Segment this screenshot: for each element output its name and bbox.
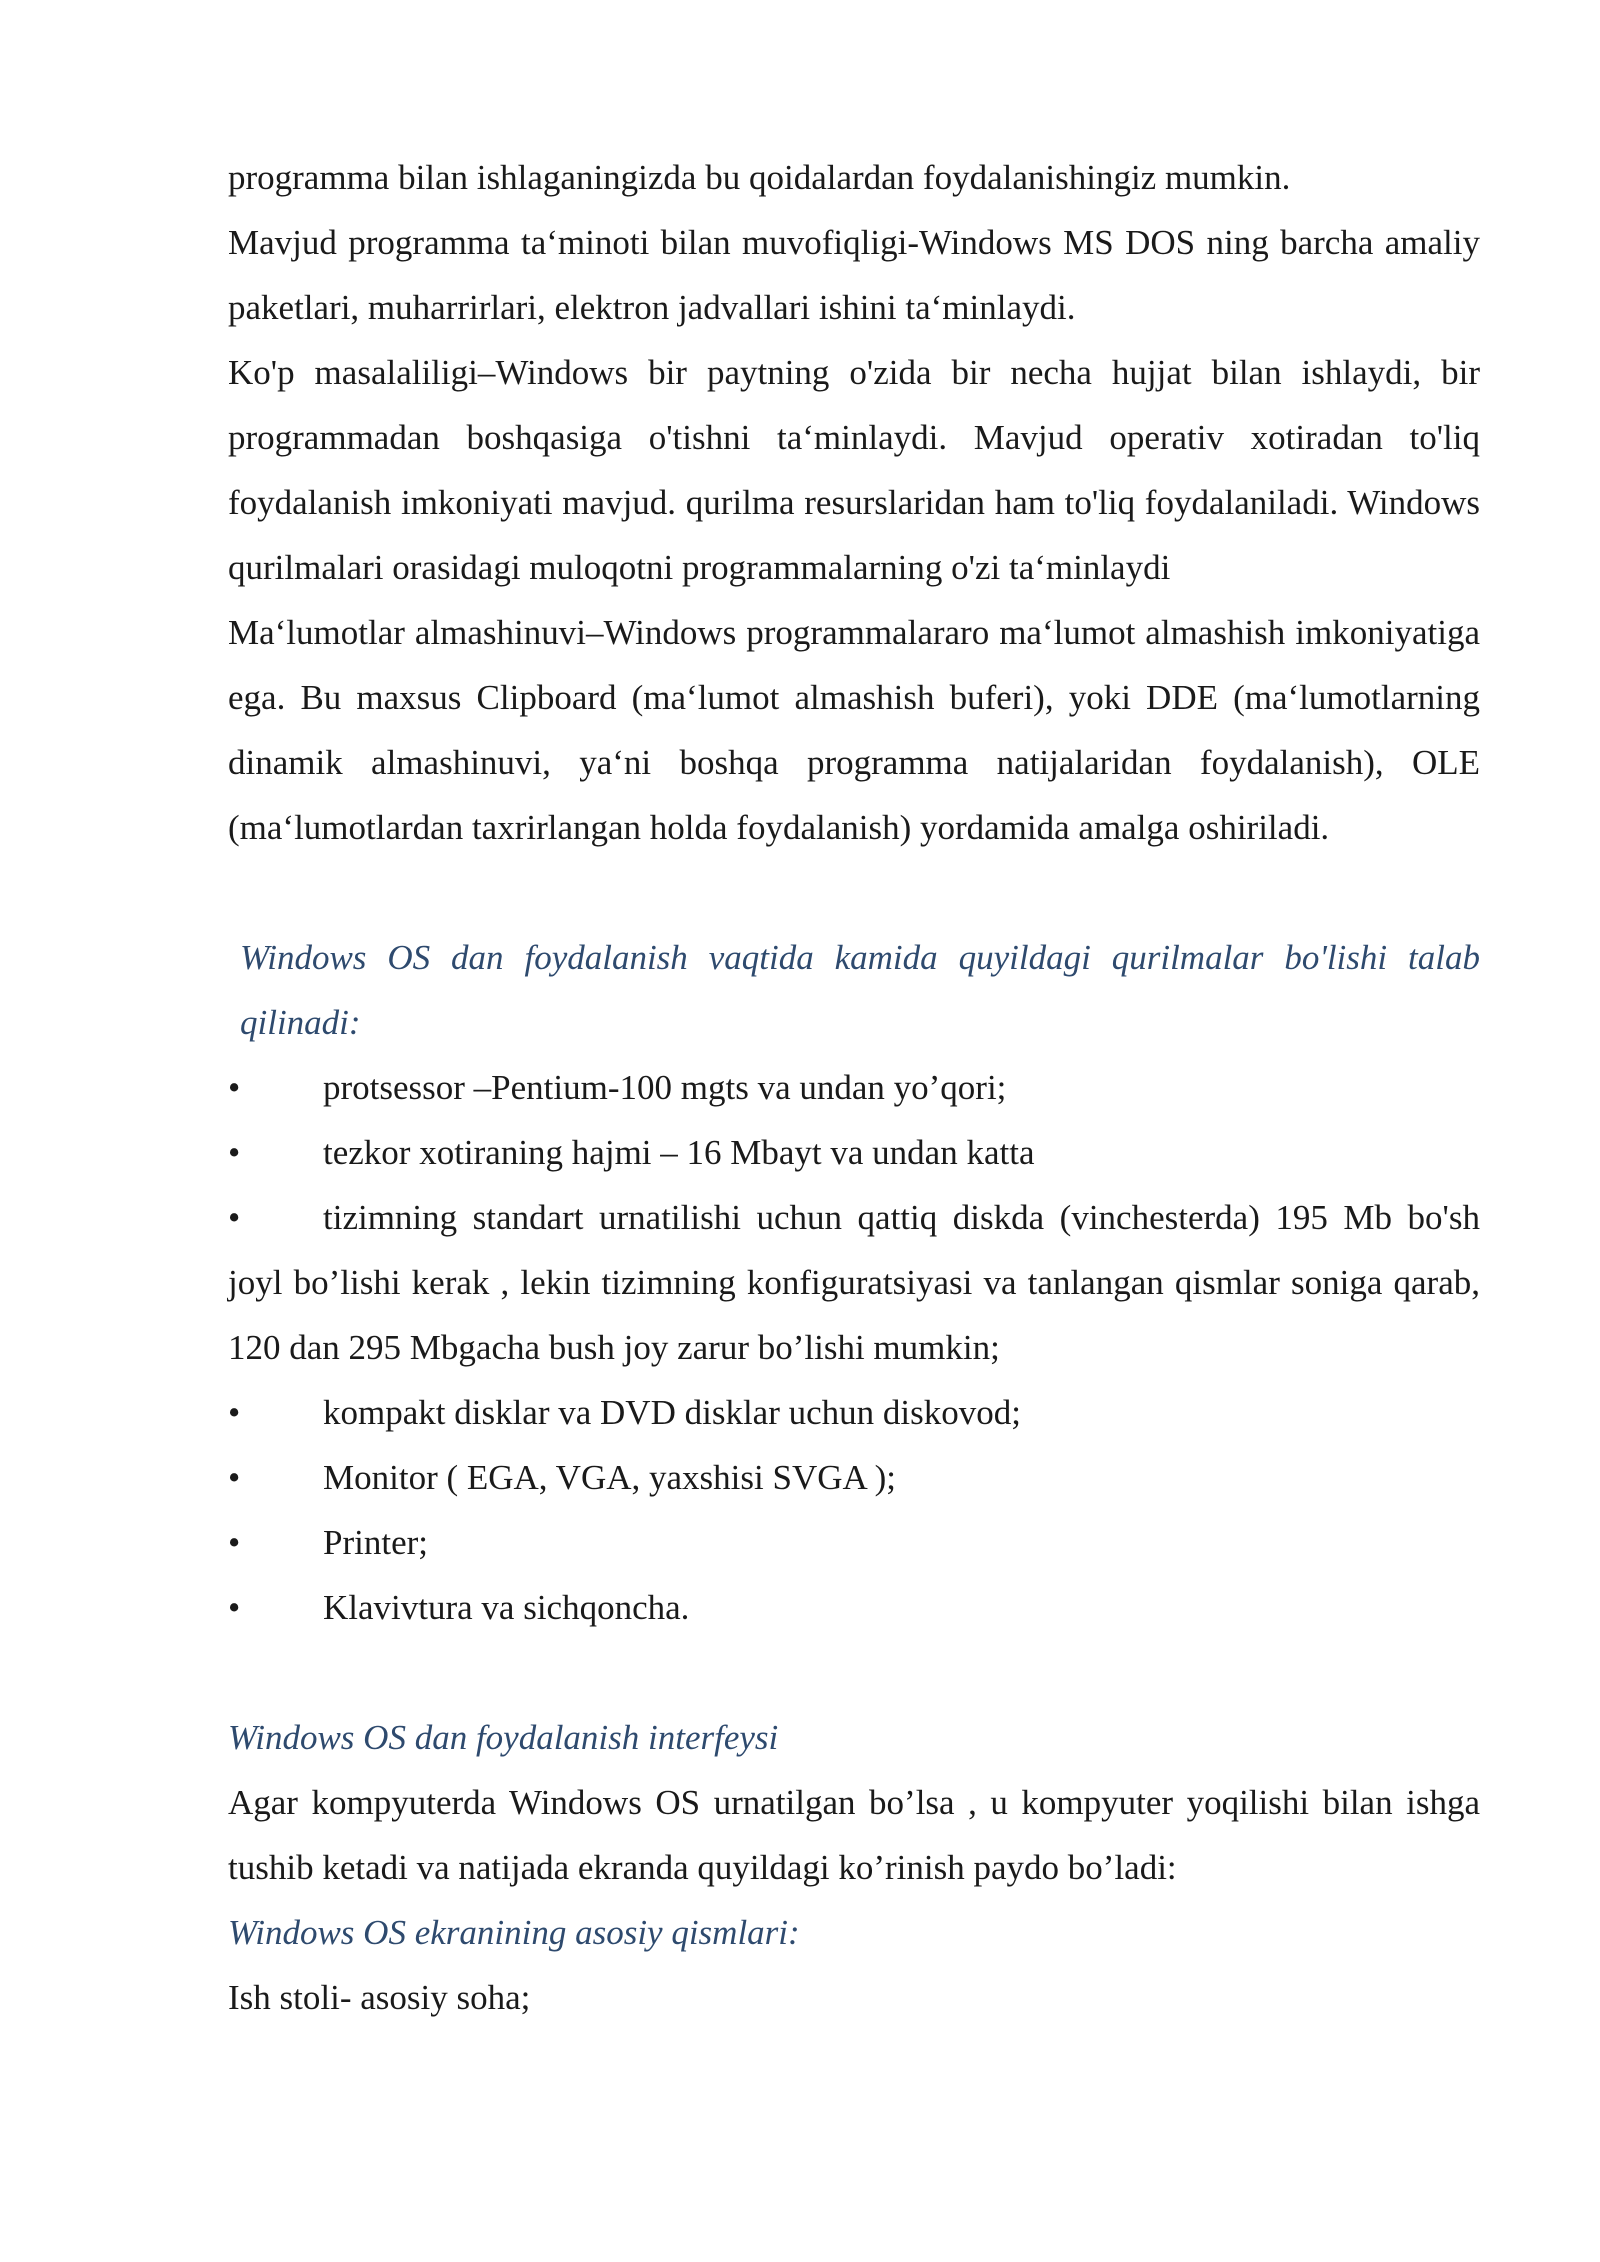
bullet-icon: • bbox=[228, 1523, 241, 1562]
list-item-text: Klavivtura va sichqoncha. bbox=[323, 1588, 690, 1627]
interface-heading: Windows OS dan foydalanish interfeysi bbox=[228, 1718, 779, 1757]
document-page bbox=[228, 145, 1480, 2030]
bullet-icon: • bbox=[228, 1068, 241, 1107]
list-item-text: kompakt disklar va DVD disklar uchun diskovod; bbox=[323, 1393, 1021, 1432]
paragraph-interface: Agar kompyuterda Windows OS urnatilgan bo’lsa , u kompyuter yoqilishi bilan ishga tushib ketadi va natijada ekranda quyildagi ko’rinish paydo bo’ladi: bbox=[228, 1783, 1480, 1887]
requirements-list bbox=[228, 1055, 1480, 1640]
bullet-icon: • bbox=[228, 1393, 241, 1432]
paragraph-compatibility: Mavjud programma ta‘minoti bilan muvofiqligi-Windows MS DOS ning barcha amaliy paketlari, muharrirlari, elektron jadvallari ishini ta‘minlaydi. bbox=[228, 223, 1480, 327]
spacer bbox=[228, 860, 1480, 925]
bullet-icon: • bbox=[228, 1133, 241, 1172]
paragraph-multitasking: Ko'p masalaliligi–Windows bir paytning o'zida bir necha hujjat bilan ishlaydi, bir programmadan boshqasiga o'tishni ta‘minlaydi. Mavjud operativ xotiradan to'liq foydalanish imkoniyati mavjud. qurilma resurslaridan ham to'liq foydalaniladi. Windows qurilmalari orasidagi muloqotni programmalarning o'zi ta‘minlaydi bbox=[228, 353, 1480, 587]
list-item bbox=[228, 1380, 1480, 1445]
list-item bbox=[228, 1120, 1480, 1185]
paragraph-intro-continuation: programma bilan ishlaganingizda bu qoidalardan foydalanishingiz mumkin. bbox=[228, 158, 1291, 197]
requirements-heading: Windows OS dan foydalanish vaqtida kamida quyildagi qurilmalar bo'lishi talab qilinadi: bbox=[240, 938, 1480, 1042]
list-item-text: Printer; bbox=[323, 1523, 428, 1562]
paragraph-desktop: Ish stoli- asosiy soha; bbox=[228, 1978, 531, 2017]
list-item bbox=[228, 1445, 1480, 1510]
bullet-icon: • bbox=[228, 1458, 241, 1497]
list-item bbox=[228, 1510, 1480, 1575]
bullet-icon: • bbox=[228, 1198, 241, 1237]
paragraph-data-exchange: Ma‘lumotlar almashinuvi–Windows programmalararo ma‘lumot almashish imkoniyatiga ega. Bu maxsus Clipboard (ma‘lumot almashish buferi), yoki DDE (ma‘lumotlarning dinamik almashinuvi, ya‘ni boshqa programma natijalaridan foydalanish), OLE (ma‘lumotlardan taxrirlangan holda foydalanish) yordamida amalga oshiriladi. bbox=[228, 613, 1480, 847]
list-item-text: tizimning standart urnatilishi uchun qattiq diskda (vinchesterda) 195 Mb bo'sh joyl bo’lishi kerak , lekin tizimning konfiguratsiyasi va tanlangan qismlar soniga qarab, 120 dan 295 Mbgacha bush joy zarur bo’lishi mumkin; bbox=[228, 1198, 1480, 1367]
spacer bbox=[228, 1640, 1480, 1705]
list-item bbox=[228, 1575, 1480, 1640]
list-item-text: protsessor –Pentium-100 mgts va undan yo’qori; bbox=[323, 1068, 1007, 1107]
list-item bbox=[228, 1185, 1480, 1380]
list-item-text: tezkor xotiraning hajmi – 16 Mbayt va undan katta bbox=[323, 1133, 1035, 1172]
screen-parts-heading: Windows OS ekranining asosiy qismlari: bbox=[228, 1913, 800, 1952]
list-item bbox=[228, 1055, 1480, 1120]
list-item-text: Monitor ( EGA, VGA, yaxshisi SVGA ); bbox=[323, 1458, 896, 1497]
bullet-icon-wrapper bbox=[228, 1185, 323, 1250]
bullet-icon: • bbox=[228, 1588, 241, 1627]
